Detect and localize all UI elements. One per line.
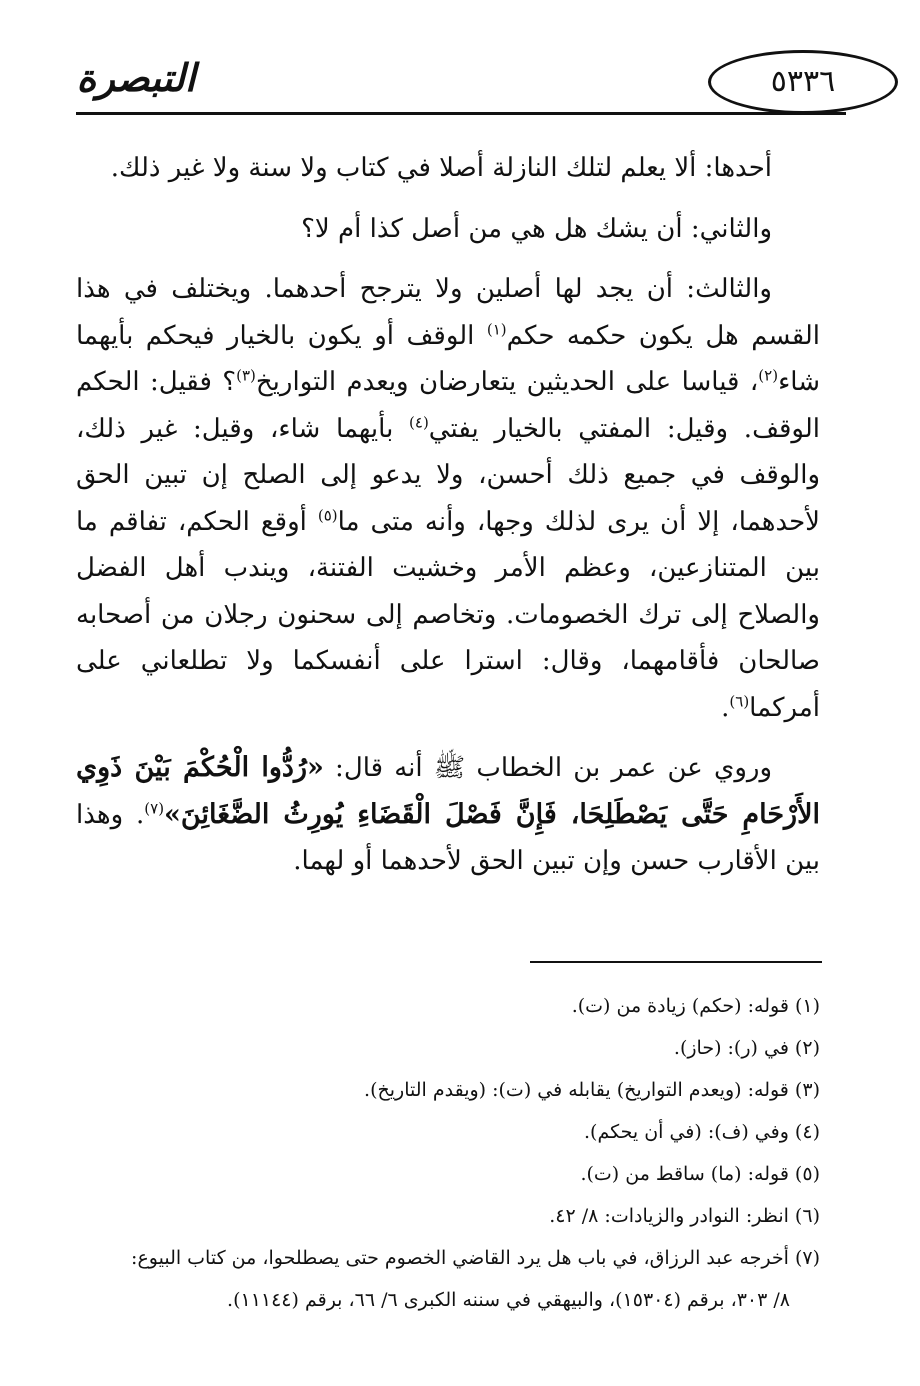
footnote-7-continuation: ٨/ ٣٠٣، برقم (١٥٣٠٤)، والبيهقي في سننه الكبرى ٦/ ٦٦، برقم (١١١٤٤). bbox=[227, 1289, 790, 1311]
page-number: ٥٣٣٦ bbox=[770, 64, 836, 99]
footnote-marker-7: (٧) bbox=[144, 798, 165, 817]
hadith-quote: «رُدُّوا الْحُكْمَ بَيْنَ ذَوِي الأَرْحَامِ حَتَّى يَصْطَلِحَا، فَإِنَّ فَصْلَ الْقَضَاءِ يُورِثُ الضَّغَائِنَ» bbox=[76, 752, 820, 830]
paragraph-1: أحدها: ألا يعلم لتلك النازلة أصلا في كتاب ولا سنة ولا غير ذلك. bbox=[110, 153, 772, 183]
text-segment: ؟ فقيل: الحكم الوقف. وقيل: المفتي بالخيار يفتي bbox=[76, 367, 820, 444]
footnote-separator bbox=[530, 961, 822, 963]
footnote-6: (٦) انظر: النوادر والزيادات: ٨/ ٤٢. bbox=[549, 1205, 820, 1227]
text-segment: . وهذا بين الأقارب حسن وإن تبين الحق لأحدهما أو لهما. bbox=[76, 799, 820, 876]
text-segment: ، قياسا على الحديثين يتعارضان ويعدم التواريخ bbox=[255, 367, 759, 397]
footnote-4: (٤) وفي (ف): (في أن يحكم). bbox=[584, 1121, 820, 1143]
footnote-1: (١) قوله: (حكم) زيادة من (ت). bbox=[571, 995, 820, 1017]
footnote-marker-6: (٦) bbox=[729, 691, 750, 710]
footnote-marker-2: (٢) bbox=[758, 366, 779, 385]
paragraph-2: والثاني: أن يشك هل هي من أصل كذا أم لا؟ bbox=[301, 213, 772, 244]
text-segment: الوقف أو يكون بالخيار فيحكم بأيهما شاء bbox=[76, 320, 821, 397]
text-segment: والثالث: أن يجد لها أصلين ولا يترجح أحدهما. ويختلف في هذا القسم هل يكون حكمه حكم bbox=[76, 274, 820, 351]
text-segment: بأيهما شاء، وقيل: غير ذلك، والوقف في جميع ذلك أحسن، ولا يدعو إلى الصلح إن تبين الحق لأحدهما، إلا أن يرى لذلك وجها، وأنه متى ما bbox=[76, 413, 820, 537]
footnotes bbox=[76, 985, 820, 1321]
footnote-marker-3: (٣) bbox=[236, 366, 256, 385]
footnote-7: (٧) أخرجه عبد الرزاق، في باب هل يرد القاضي الخصوم حتى يصطلحوا، من كتاب البيوع: bbox=[131, 1247, 820, 1269]
text-segment: أوقع الحكم، تفاقم ما بين المتنازعين، وعظم الأمر وخشيت الفتنة، ويندب أهل الفضل والصلاح إلى ترك الخصومات. وتخاصم إلى سحنون رجلان من أصحابه صالحان فأقامهما، وقال: استرا على أنفسكما ولا تطلعاني على أمركما bbox=[76, 506, 820, 723]
text-segment: وروي عن عمر بن الخطاب ﷺ أنه قال: bbox=[323, 753, 773, 783]
footnote-2: (٢) في (ر): (حاز). bbox=[673, 1037, 820, 1059]
main-text bbox=[76, 145, 820, 885]
running-header bbox=[76, 40, 846, 118]
book-title: التبصرة bbox=[76, 55, 196, 100]
paragraph-4 bbox=[76, 745, 820, 885]
footnote-marker-4: (٤) bbox=[409, 412, 429, 431]
footnote-marker-1: (١) bbox=[486, 319, 507, 338]
footnote-marker-5: (٥) bbox=[317, 505, 338, 524]
paragraph-3 bbox=[76, 266, 820, 731]
text-segment: . bbox=[721, 692, 730, 723]
footnote-3: (٣) قوله: (ويعدم التواريخ) يقابله في (ت): (ويقدم التاريخ). bbox=[364, 1079, 820, 1101]
footnote-5: (٥) قوله: (ما) ساقط من (ت). bbox=[580, 1163, 820, 1185]
header-rule bbox=[76, 112, 846, 115]
